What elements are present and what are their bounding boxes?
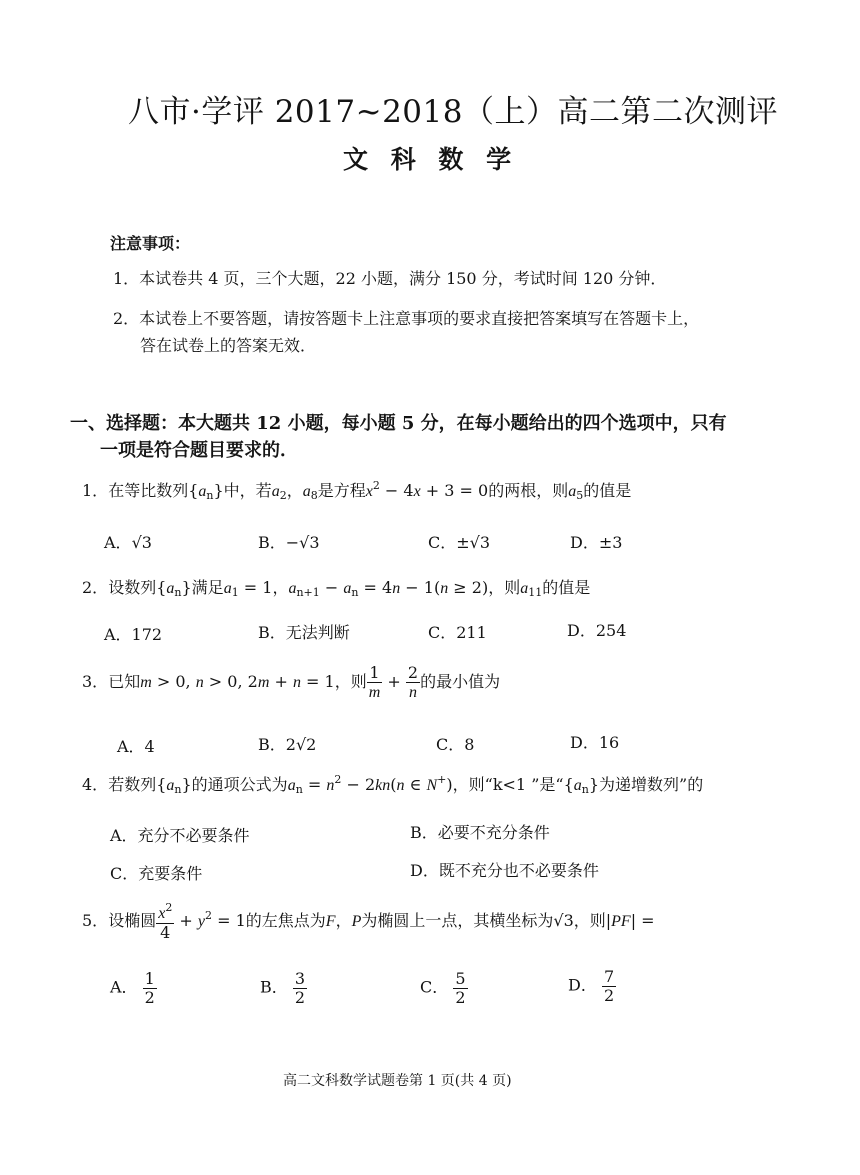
- option-c: C．充要条件: [110, 864, 203, 883]
- question-2: 2．设数列$\{a_n\}$满足$a_1 = 1$，$a_{n+1} - a_n = 4n - 1(n \ge 2)$，则$a_{11}$的值是: [82, 578, 591, 599]
- question-number: 3．: [82, 672, 109, 692]
- option-a: A．√3: [104, 533, 152, 552]
- page-footer: 高二文科数学试题卷第 1 页(共 4 页): [283, 1073, 512, 1089]
- exam-subtitle: 文 科 数 学: [343, 145, 519, 174]
- option-d: D． $\frac{7}{2}$: [568, 967, 615, 1005]
- question-5: 5．设椭圆 $\frac{x^2}{4}$ + $y^2 = 1$的左焦点为F，P为椭圆上一点，其横坐标为√3，则|PF| =: [82, 901, 655, 942]
- option-c: C．211: [428, 623, 487, 642]
- option-d: D．16: [570, 733, 620, 752]
- question-number: 5．: [82, 911, 109, 931]
- section-heading-cont: 一项是符合题目要求的．: [100, 440, 298, 461]
- option-a: A．充分不必要条件: [110, 826, 250, 845]
- option-b: B． $\frac{3}{2}$: [260, 969, 306, 1007]
- option-c: C．8: [436, 735, 475, 754]
- question-4: 4．若数列$\{a_n\}$的通项公式为$a_n = n^2 - 2kn(n$ ∈ N+)，则“k<1 ”是“$\{a_n\}$为递增数列”的: [82, 773, 704, 796]
- notice-item-1: 1．本试卷共 4 页，三个大题，22 小题，满分 150 分，考试时间 120 分钟．: [113, 269, 667, 288]
- option-a: A．4: [117, 737, 155, 756]
- option-b: B．−√3: [258, 533, 320, 552]
- section-heading: 一、选择题：本大题共 12 小题，每小题 5 分，在每小题给出的四个选项中，只有: [70, 413, 727, 434]
- notice-item-2-cont: 答在试卷上的答案无效．: [140, 336, 317, 355]
- question-number: 4．: [82, 775, 109, 794]
- exam-title: 八市·学评 2017~2018（上）高二第二次测评: [128, 94, 778, 130]
- option-b: B．2√2: [258, 735, 317, 754]
- notice-item-2: 2．本试卷上不要答题，请按答题卡上注意事项的要求直接把答案填写在答题卡上，: [113, 309, 700, 328]
- option-d: D．既不充分也不必要条件: [410, 861, 599, 880]
- option-a: A．172: [104, 625, 163, 644]
- question-number: 1．: [82, 481, 109, 500]
- option-d: D．±3: [570, 533, 623, 552]
- question-3: 3．已知m > 0, n > 0, 2m + n = 1，则 $\frac{1}{m}$ + $\frac{2}{n}$ 的最小值为: [82, 663, 501, 701]
- question-number: 2．: [82, 578, 109, 597]
- option-d: D．254: [567, 621, 627, 640]
- option-c: C． $\frac{5}{2}$: [420, 969, 466, 1007]
- option-c: C．±√3: [428, 533, 491, 552]
- notice-heading: 注意事项：: [110, 234, 191, 253]
- question-1: 1．在等比数列$\{a_n\}$中，若$a_2$，$a_8$是方程$x^2 - 4x + 3 = 0$的两根，则$a_5$的值是: [82, 479, 632, 502]
- option-b: B．必要不充分条件: [410, 823, 550, 842]
- option-b: B．无法判断: [258, 623, 350, 642]
- option-a: A． $\frac{1}{2}$: [110, 969, 155, 1007]
